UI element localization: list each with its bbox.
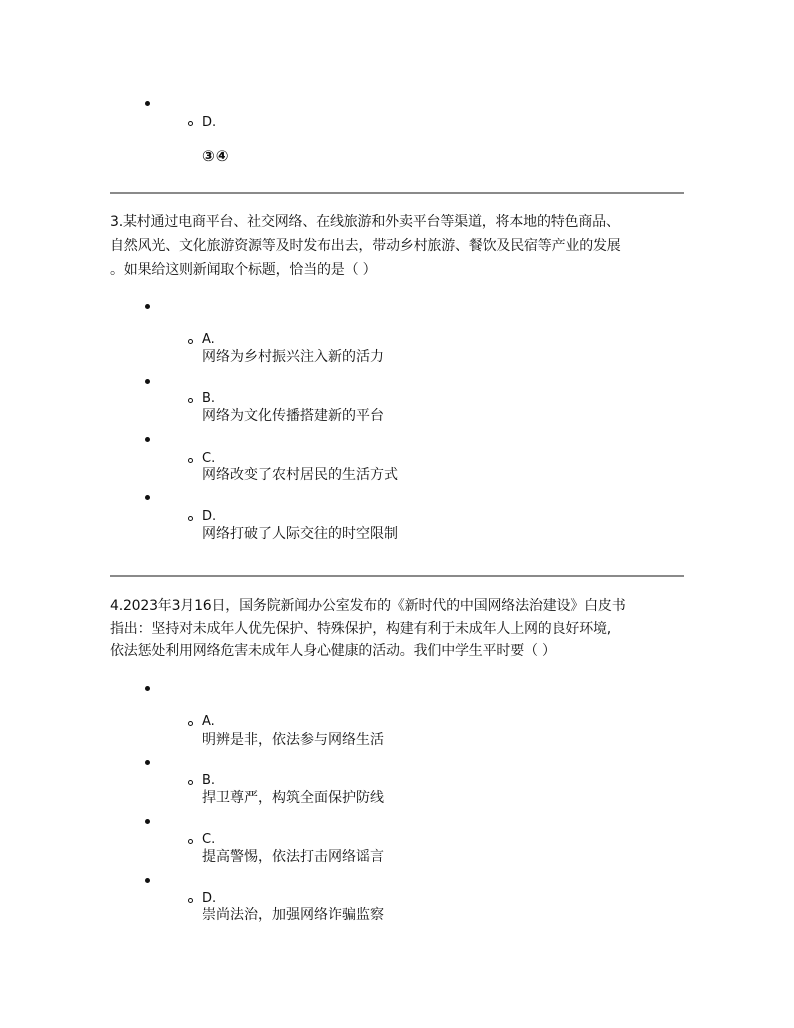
- sublist-circle: [188, 398, 193, 403]
- option-letter: A.: [202, 714, 215, 729]
- option-c-text[interactable]: 提高警惕，依法打击网络谣言: [202, 849, 384, 865]
- list-bullet: [145, 437, 150, 442]
- sublist-circle: [188, 121, 193, 126]
- option-d-text[interactable]: 崇尚法治，加强网络诈骗监察: [202, 907, 384, 923]
- question-text-line: 4.2023年3月16日，国务院新闻办公室发布的《新时代的中国网络法治建设》白皮书: [110, 598, 626, 614]
- option-d-text[interactable]: 网络打破了人际交往的时空限制: [202, 526, 398, 542]
- list-bullet: [145, 101, 150, 106]
- option-a-text[interactable]: 明辨是非，依法参与网络生活: [202, 732, 384, 748]
- list-bullet: [145, 379, 150, 384]
- sublist-circle: [188, 898, 193, 903]
- question-text-line: 自然风光、文化旅游资源等及时发布出去，带动乡村旅游、餐饮及民宿等产业的发展: [110, 238, 621, 254]
- list-bullet: [145, 878, 150, 883]
- question-text-line: 3.某村通过电商平台、社交网络、在线旅游和外卖平台等渠道，将本地的特色商品、: [110, 214, 620, 230]
- option-a-text[interactable]: 网络为乡村振兴注入新的活力: [202, 349, 384, 365]
- sublist-circle: [188, 839, 193, 844]
- sublist-circle: [188, 458, 193, 463]
- sublist-circle: [188, 721, 193, 726]
- option-letter: B.: [202, 391, 216, 406]
- section-divider: [110, 575, 684, 577]
- option-b-text[interactable]: 捍卫尊严，构筑全面保护防线: [202, 790, 384, 806]
- sublist-circle: [188, 516, 193, 521]
- option-letter: A.: [202, 332, 215, 347]
- sublist-circle: [188, 780, 193, 785]
- section-divider: [110, 192, 684, 194]
- question-text-line: 依法惩处利用网络危害未成年人身心健康的活动。我们中学生平时要（ ）: [110, 643, 556, 659]
- question-text-line: 指出：坚持对未成年人优先保护、特殊保护，构建有利于未成年人上网的良好环境,: [110, 621, 612, 637]
- option-letter: D.: [202, 509, 217, 524]
- option-c-text[interactable]: 网络改变了农村居民的生活方式: [202, 467, 398, 483]
- option-text: ③④: [202, 147, 230, 165]
- list-bullet: [145, 760, 150, 765]
- option-letter: C.: [202, 451, 216, 466]
- option-letter: D.: [202, 115, 217, 130]
- question-text-line: 。如果给这则新闻取个标题，恰当的是（ ）: [110, 262, 377, 278]
- list-bullet: [145, 304, 150, 309]
- sublist-circle: [188, 339, 193, 344]
- option-letter: B.: [202, 773, 216, 788]
- option-letter: D.: [202, 891, 217, 906]
- list-bullet: [145, 819, 150, 824]
- list-bullet: [145, 686, 150, 691]
- list-bullet: [145, 495, 150, 500]
- option-b-text[interactable]: 网络为文化传播搭建新的平台: [202, 408, 384, 424]
- option-letter: C.: [202, 832, 216, 847]
